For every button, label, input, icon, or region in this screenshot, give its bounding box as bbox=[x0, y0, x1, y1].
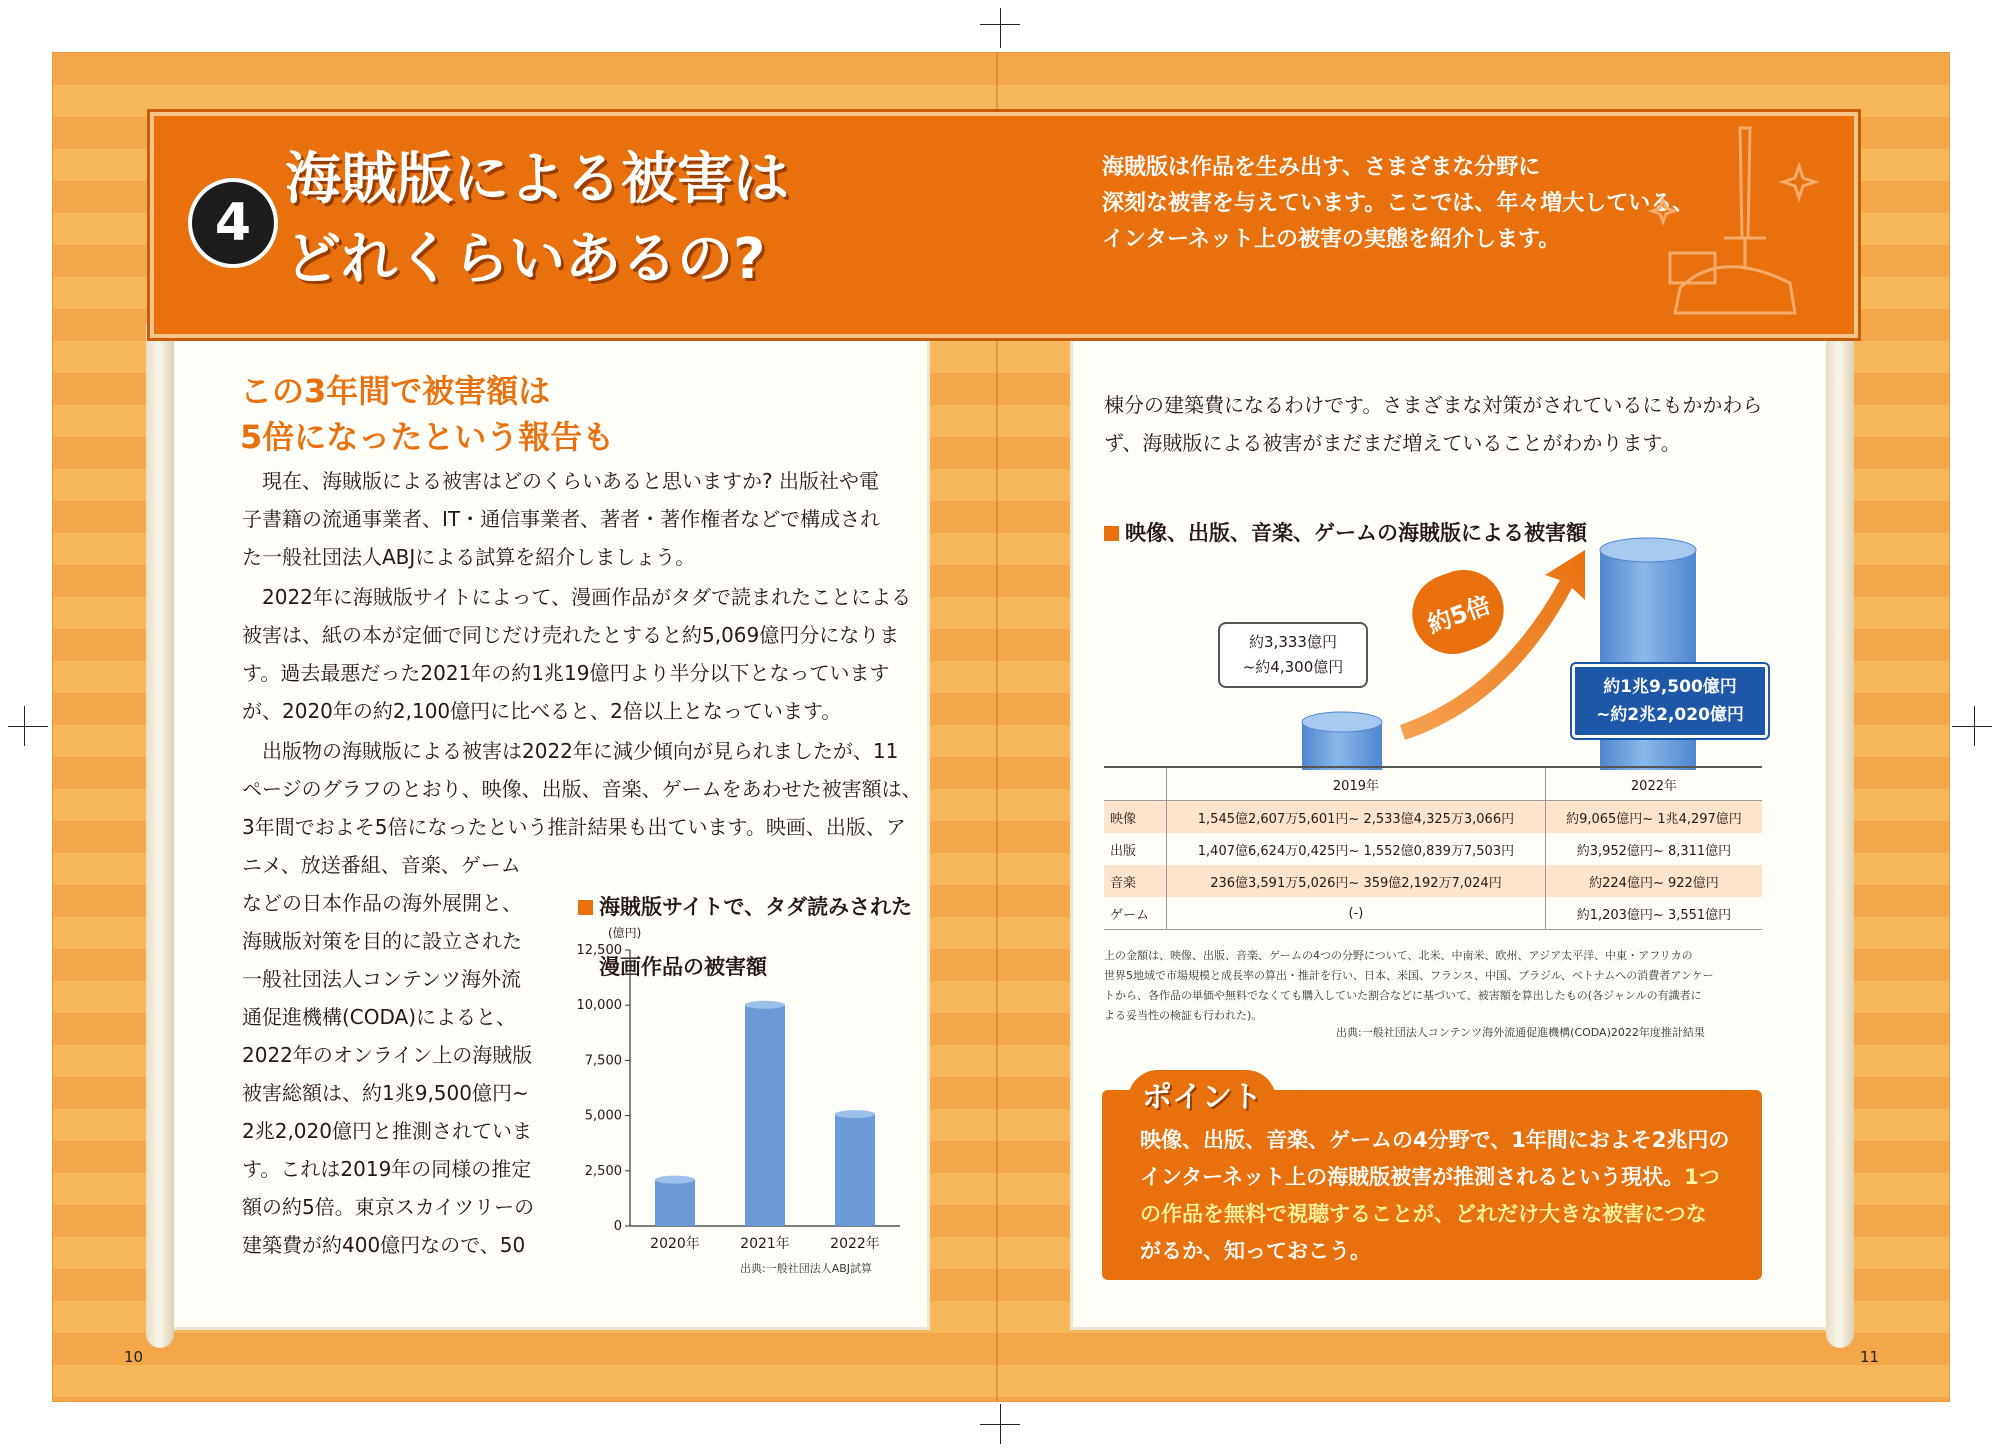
table-cell: 約224億円~ 922億円 bbox=[1545, 865, 1762, 897]
body-paragraph-continued: 棟分の建築費になるわけです。さまざまな対策がされているにもかかわら ず、海賊版による被害がまだまだ増えていることがわかります。 bbox=[1104, 393, 1763, 455]
graph-title: 映像、出版、音楽、ゲームの海賊版による被害額 bbox=[1104, 488, 1784, 548]
table-cell: 1,407億6,624万0,425円~ 1,552億0,839万7,503円 bbox=[1167, 833, 1546, 865]
table-cell: (-) bbox=[1167, 897, 1546, 930]
x-tick-label: 2022年 bbox=[830, 1236, 880, 1252]
section-heading bbox=[240, 368, 614, 460]
y-tick-label: 0 bbox=[613, 1219, 622, 1234]
y-axis-unit: (億円) bbox=[608, 926, 642, 940]
table-row bbox=[1104, 833, 1762, 865]
heading-line-2: 5倍になったという報告も bbox=[240, 418, 615, 456]
body-paragraph-2: 2022年に海賊版サイトによって、漫画作品がタダで読まれたことによる 被害は、紙の本が定価で同じだけ売れたとすると約5,069億円分になりま す。過去最悪だった2021年の約1兆19億円より半分以下となっています が、2020年の約2,100億円に比べると、2倍以上となっています。 bbox=[242, 585, 912, 723]
table-row bbox=[1104, 865, 1762, 897]
intro-line-2: 深刻な被害を与えています。ここでは、年々増大している、 bbox=[1102, 191, 1695, 216]
bar-top bbox=[835, 1110, 875, 1118]
table-cell: 出版 bbox=[1110, 843, 1137, 859]
damage-table bbox=[1104, 766, 1762, 930]
x-tick-label: 2021年 bbox=[740, 1236, 790, 1252]
heading-line-1: この3年間で被害額は bbox=[240, 372, 551, 410]
table-header-row bbox=[1104, 767, 1762, 801]
table-cell: 1,545億2,607万5,601円~ 2,533億4,325万3,066円 bbox=[1167, 801, 1546, 834]
chart-source: 出典:一般社団法人ABJ試算 bbox=[740, 1262, 873, 1275]
table-cell: 約3,952億円~ 8,311億円 bbox=[1576, 843, 1732, 859]
page-number-left: 10 bbox=[124, 1348, 144, 1366]
body-paragraph-1: 現在、海賊版による被害はどのくらいあると思いますか? 出版社や電 子書籍の流通事業者、IT・通信事業者、著者・著作権者などで構成され た一般社団法人ABJによる試算を紹介しましょう。 bbox=[242, 469, 881, 569]
damage-table-wrapper bbox=[1104, 766, 1762, 930]
crop-mark bbox=[1974, 706, 1975, 746]
square-bullet-icon bbox=[1104, 526, 1119, 541]
body-paragraph-3: 出版物の海賊版による被害は2022年に減少傾向が見られましたが、11 ページのグラフのとおり、映像、出版、音楽、ゲームをあわせた被害額は、 3年間でおよそ5倍になったという推計結果も出ています。映画、出版、ア bbox=[242, 739, 922, 839]
y-tick-label: 5,000 bbox=[584, 1108, 622, 1124]
bar-top bbox=[745, 1001, 785, 1009]
table-cell: 約9,065億円~ 1兆4,297億円 bbox=[1545, 801, 1762, 834]
bar-top bbox=[655, 1176, 695, 1184]
crop-mark bbox=[8, 726, 48, 727]
bar bbox=[745, 1005, 785, 1226]
title-line-1: 海賊版による被害は bbox=[285, 147, 789, 212]
square-bullet-icon bbox=[578, 900, 593, 915]
table-row bbox=[1104, 801, 1762, 834]
table-row bbox=[1104, 897, 1762, 930]
chart-title-line-2: 漫画作品の被害額 bbox=[599, 955, 767, 979]
table-cell: ゲーム bbox=[1104, 897, 1167, 930]
chart-title-line-1: 海賊版サイトで、タダ読みされた bbox=[599, 895, 913, 919]
table-source: 出典:一般社団法人コンテンツ海外流通促進機構(CODA)2022年度推計結果 bbox=[1336, 1026, 1705, 1039]
callout-2019: 約3,333億円 ~約4,300億円 bbox=[1218, 622, 1368, 688]
intro-line-1: 海賊版は作品を生み出す、さまざまな分野に bbox=[1102, 155, 1541, 180]
y-tick-label: 12,500 bbox=[576, 943, 622, 958]
table-footnote: 上の金額は、映像、出版、音楽、ゲームの4つの分野について、北米、中南米、欧州、アジア太平洋、中東・アフリカの 世界5地域で市場規模と成長率の算出・推計を行い、日本、米国、フランス、中国、ブラジル、ベトナムへの消費者アンケー トから、各作品の単価や無料でなくても購入していた割合などに基づいて、被害額を算出したもの(各ジャンルの有識者に よる妥当性の検証も行われた)。 bbox=[1104, 949, 1714, 1022]
crop-mark bbox=[980, 24, 1020, 25]
table-cell: 映像 bbox=[1104, 801, 1167, 834]
manga-damage-bar-chart bbox=[560, 920, 920, 1280]
y-tick-label: 2,500 bbox=[584, 1163, 622, 1179]
x-tick-label: 2020年 bbox=[650, 1236, 700, 1252]
bar bbox=[655, 1180, 695, 1226]
table-cell: 音楽 bbox=[1104, 865, 1167, 897]
chart-labels bbox=[577, 943, 880, 1252]
sword-and-treasure-illustration bbox=[1620, 118, 1820, 318]
ratio-badge: 約5倍 bbox=[1401, 559, 1515, 666]
table-header: 2019年 bbox=[1167, 767, 1546, 801]
crop-mark bbox=[1952, 726, 1992, 727]
table-header bbox=[1104, 767, 1167, 801]
table-header: 2022年 bbox=[1545, 767, 1762, 801]
crop-mark bbox=[980, 1424, 1020, 1425]
table-cell: 236億3,591万5,026円~ 359億2,192万7,024円 bbox=[1167, 865, 1546, 897]
section-number-badge: 4 bbox=[188, 178, 278, 268]
title-line-2: どれくらいあるの? bbox=[285, 227, 766, 292]
y-tick-label: 7,500 bbox=[584, 1053, 622, 1069]
table-cell: 約1,203億円~ 3,551億円 bbox=[1545, 897, 1762, 930]
page-title bbox=[285, 140, 905, 300]
point-text: 映像、出版、音楽、ゲームの4分野で、1年間におよそ2兆円の インターネット上の海賊版被害が推測されるという現状。1つ の作品を無料で視聴することが、どれだけ大きな被害につな がるか、知っておこう。 bbox=[1140, 1128, 1730, 1263]
page-number-right: 11 bbox=[1860, 1348, 1880, 1366]
point-label: ポイント bbox=[1128, 1070, 1276, 1118]
y-tick-label: 10,000 bbox=[576, 998, 622, 1014]
crop-mark bbox=[24, 706, 25, 746]
intro-line-3: インターネット上の被害の実態を紹介します。 bbox=[1102, 227, 1561, 252]
callout-2022: 約1兆9,500億円 ~約2兆2,020億円 bbox=[1572, 664, 1768, 738]
body-paragraph-4: ニメ、放送番組、音楽、ゲーム などの日本作品の海外展開と、 海賊版対策を目的に設立された 一般社団法人コンテンツ海外流 通促進機構(CODA)によると、 2022年のオンライン上の海賊版 被害総額は、約1兆9,500億円~ 2兆2,020億円と推測されていま す。これは2019年の同様の推定 額の約5倍。東京スカイツリーの 建築費が約400億円なので、50 bbox=[242, 853, 535, 1257]
bar bbox=[835, 1114, 875, 1226]
crop-mark bbox=[1000, 8, 1001, 48]
chart-bars bbox=[655, 1001, 875, 1226]
